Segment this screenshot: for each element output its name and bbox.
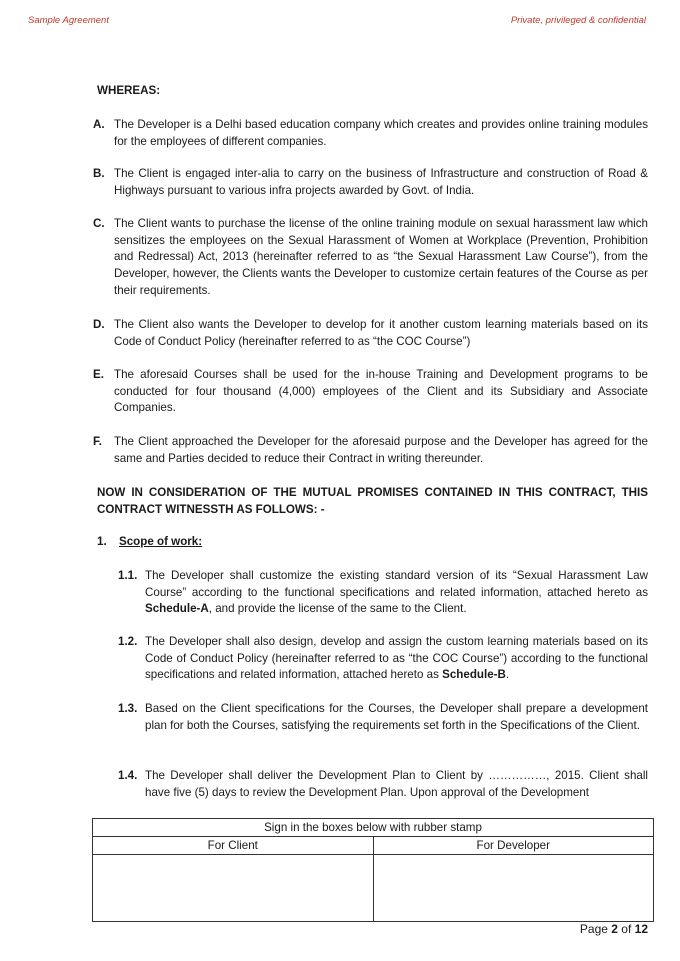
- developer-signature-box[interactable]: [373, 855, 654, 922]
- clause-text: The Developer shall deliver the Development Plan to Client by ……………, 2015. Client shall have five (5) days to review the Development Plan. Upon approval of the Development: [145, 769, 648, 799]
- clause-label: 1.2.: [118, 635, 138, 648]
- clause-text: The Developer shall customize the existing standard version of its “Sexual Harassment Law Course” according to the functional specifications and related information, attached hereto as Schedule-A, and provide the license of the same to the Client.: [145, 569, 648, 616]
- clause-label: 1.1.: [118, 569, 138, 582]
- clause-text: The Developer shall also design, develop and assign the custom learning materials based on its Code of Conduct Policy (hereinafter referred to as “the COC Course”) according to the functional specifications and related information, attached hereto as Schedule-B.: [145, 635, 648, 682]
- signature-table: [92, 818, 654, 922]
- recital-label: C.: [93, 217, 105, 230]
- clause-text: Based on the Client specifications for the Courses, the Developer shall prepare a development plan for both the Courses, satisfying the requirements set forth in the Specifications of the Client.: [145, 702, 648, 732]
- clause-1-1: [118, 568, 648, 618]
- clause-label: 1.3.: [118, 702, 138, 715]
- recital-text: The aforesaid Courses shall be used for the in-house Training and Development programs to be conducted for four thousand (4,000) employees of the Client and its Subsidiary and Associate Companies.: [114, 368, 648, 415]
- recital-e: [93, 367, 648, 417]
- clause-1-3: [118, 701, 648, 734]
- total-pages: 12: [634, 922, 648, 936]
- section-title: Scope of work:: [119, 535, 203, 548]
- recital-c: [93, 216, 648, 300]
- signature-table-heading: Sign in the boxes below with rubber stamp: [93, 819, 654, 837]
- recital-label: E.: [93, 368, 104, 381]
- recital-b: [93, 166, 648, 199]
- client-column-header: For Client: [93, 837, 374, 855]
- page-number: Page 2 of 12: [579, 922, 648, 936]
- recital-label: A.: [93, 118, 105, 131]
- current-page: 2: [611, 922, 618, 936]
- recital-a: [93, 117, 648, 150]
- recital-label: B.: [93, 167, 105, 180]
- recital-f: [93, 434, 648, 467]
- schedule-b-ref: Schedule-B: [442, 668, 506, 682]
- clause-label: 1.4.: [118, 769, 138, 782]
- recital-text: The Client is engaged inter-alia to carry on the business of Infrastructure and construction of Road & Highways pursuant to various infra projects awarded by Govt. of India.: [114, 167, 648, 197]
- recital-text: The Developer is a Delhi based education company which creates and provides online training modules for the employees of different companies.: [114, 118, 648, 148]
- clause-1-4: [118, 768, 648, 801]
- schedule-a-ref: Schedule-A: [145, 602, 209, 616]
- developer-column-header: For Developer: [373, 837, 654, 855]
- consideration-clause: NOW IN CONSIDERATION OF THE MUTUAL PROMISES CONTAINED IN THIS CONTRACT, THIS CONTRACT WITNESSTH AS FOLLOWS: -: [97, 486, 648, 516]
- recital-text: The Client wants to purchase the license of the online training module on sexual harassment law which sensitizes the employees on the Sexual Harassment of Women at Workplace (Prevention, Prohibition and Redressal) Act, 2013 (hereinafter referred to as “the Sexual Harassment Law Course”), from the Developer, however, the Clients wants the Developer to customize certain features of the Course as per their requirements.: [114, 217, 648, 297]
- header-confidential-note: Private, privileged & confidential: [510, 15, 646, 26]
- recital-label: D.: [93, 318, 105, 331]
- clause-1-2: [118, 634, 648, 684]
- section-number: 1.: [97, 535, 107, 548]
- header-left-title: Sample Agreement: [28, 15, 109, 26]
- section-1-heading: [97, 535, 202, 548]
- recital-d: [93, 317, 648, 350]
- recital-text: The Client approached the Developer for the aforesaid purpose and the Developer has agreed for the same and Parties decided to reduce their Contract in writing thereunder.: [114, 435, 648, 465]
- client-signature-box[interactable]: [93, 855, 374, 922]
- whereas-heading: WHEREAS:: [97, 84, 161, 97]
- recital-label: F.: [93, 435, 103, 448]
- recital-text: The Client also wants the Developer to develop for it another custom learning materials based on its Code of Conduct Policy (hereinafter referred to as “the COC Course”): [114, 318, 648, 348]
